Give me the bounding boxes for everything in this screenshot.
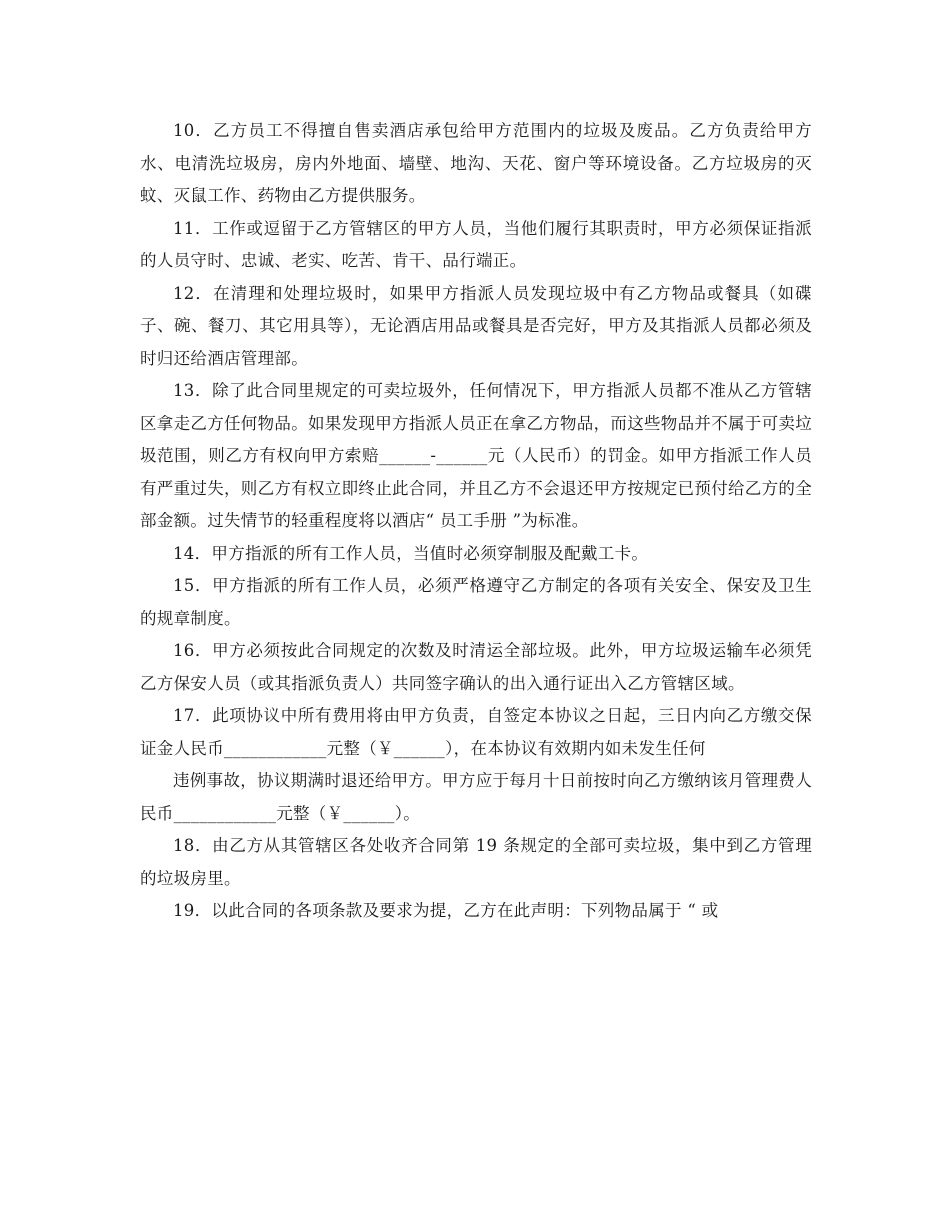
document-body <box>140 115 812 928</box>
clause-10: 10．乙方员工不得擅自售卖酒店承包给甲方范围内的垃圾及废品。乙方负责给甲方水、电清洗垃圾房，房内外地面、墙壁、地沟、天花、窗户等环境设备。乙方垃圾房的灭蚊、灭鼠工作、药物由乙方提供服务。 <box>140 121 812 205</box>
clause-17: 17．此项协议中所有费用将由甲方负责，自签定本协议之日起，三日内向乙方缴交保证金人民币____________元整（￥______），在本协议有效期内如未发生任何 <box>140 706 812 758</box>
clause-16: 16．甲方必须按此合同规定的次数及时清运全部垃圾。此外，甲方垃圾运输车必须凭乙方保安人员（或其指派负责人）共同签字确认的出入通行证出入乙方管辖区域。 <box>140 641 812 693</box>
clause-14: 14．甲方指派的所有工作人员，当值时必须穿制服及配戴工卡。 <box>173 543 649 563</box>
clause-11: 11．工作或逗留于乙方管辖区的甲方人员，当他们履行其职责时，甲方必须保证指派的人员守时、忠诚、老实、吃苦、肯干、品行端正。 <box>140 218 812 270</box>
clause-19: 19．以此合同的各项条款及要求为提，乙方在此声明：下列物品属于 “ 或 <box>173 901 719 920</box>
clause-12: 12．在清理和处理垃圾时，如果甲方指派人员发现垃圾中有乙方物品或餐具（如碟子、碗、餐刀、其它用具等），无论酒店用品或餐具是否完好，甲方及其指派人员都必须及时归还给酒店管理部。 <box>140 283 812 368</box>
clause-17-continued: 违例事故，协议期满时退还给甲方。甲方应于每月十日前按时向乙方缴纳该月管理费人民币____________元整（￥______）。 <box>140 771 812 823</box>
clause-15: 15．甲方指派的所有工作人员，必须严格遵守乙方制定的各项有关安全、保安及卫生的规章制度。 <box>140 576 812 628</box>
clause-13: 13．除了此合同里规定的可卖垃圾外，任何情况下，甲方指派人员都不准从乙方管辖区拿走乙方任何物品。如果发现甲方指派人员正在拿乙方物品，而这些物品并不属于可卖垃圾范围，则乙方有权向甲方索赔______-______元（人民币）的罚金。如甲方指派工作人员有严重过失，则乙方有权立即终止此合同，并且乙方不会退还甲方按规定已预付给乙方的全部金额。过失情节的轻重程度将以酒店“ 员工手册 ”为标准。 <box>140 381 812 530</box>
clause-18: 18．由乙方从其管辖区各处收齐合同第 19 条规定的全部可卖垃圾，集中到乙方管理的垃圾房里。 <box>140 836 812 888</box>
